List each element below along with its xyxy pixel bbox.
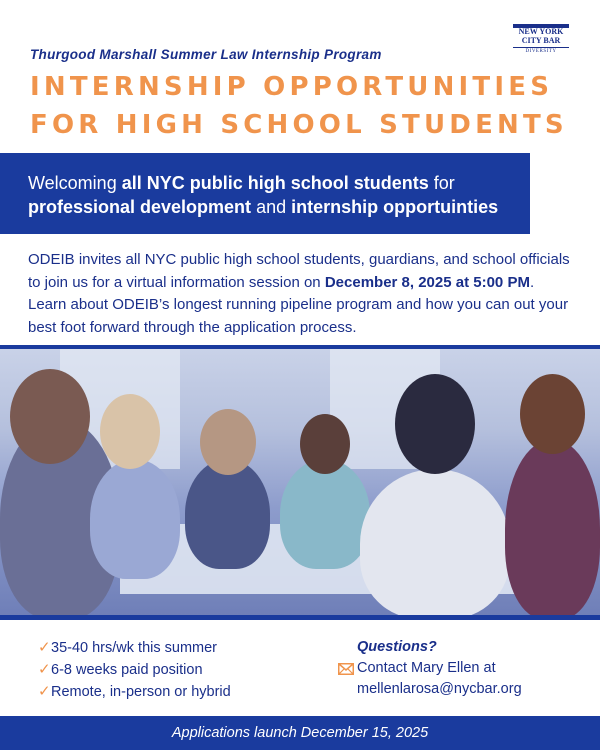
feature-text: 35-40 hrs/wk this summer <box>51 640 217 656</box>
questions-block <box>357 637 522 700</box>
student-figure <box>185 459 270 569</box>
logo-divider <box>513 47 569 48</box>
intro-date: December 8, 2025 at 5:00 PM <box>324 273 530 291</box>
checkmark-icon: ✓ <box>38 639 51 656</box>
headline-line-2: FOR HIGH SCHOOL STUDENTS <box>30 110 568 140</box>
banner-bold-1: all NYC public high school students <box>121 173 429 193</box>
banner-line-1 <box>28 171 530 195</box>
banner-line-2 <box>28 195 530 219</box>
logo-line-1: NEW YORK <box>518 27 564 36</box>
banner-text-3: and <box>251 197 292 217</box>
students-photo <box>0 349 600 615</box>
checkmark-icon: ✓ <box>38 661 51 678</box>
banner-bold-3: internship opportuinties <box>291 197 499 217</box>
envelope-icon <box>338 663 354 675</box>
banner-text-1: Welcoming <box>28 173 122 193</box>
student-head <box>395 374 475 474</box>
student-head <box>10 369 90 464</box>
intro-text-1: ODEIB invites all NYC public high school students, guardians, and school officials to join us for a virtual information session on <box>28 251 570 291</box>
contact-row <box>338 658 522 679</box>
headline <box>30 68 568 144</box>
logo-line-2: CITY BAR <box>521 35 561 45</box>
student-head <box>300 414 350 474</box>
student-figure <box>90 459 180 579</box>
program-name: Thurgood Marshall Summer Law Internship Program <box>30 47 382 62</box>
feature-item <box>38 659 231 681</box>
banner-text-2: for <box>428 173 455 193</box>
contact-email-link[interactable]: mellenlarosa@nycbar.org <box>357 681 522 697</box>
logo-subtitle: DIVERSITY <box>525 49 557 54</box>
banner-bold-2: professional development <box>28 197 252 217</box>
student-figure <box>505 439 600 615</box>
photo-frame <box>0 345 600 620</box>
student-figure <box>360 469 510 615</box>
applications-footer: Applications launch December 15, 2025 <box>0 716 600 750</box>
feature-text: 6-8 weeks paid position <box>51 662 203 678</box>
student-head <box>520 374 585 454</box>
student-head <box>100 394 160 469</box>
student-head <box>200 409 256 475</box>
feature-item <box>38 637 231 659</box>
headline-line-1: INTERNSHIP OPPORTUNITIES <box>30 72 554 102</box>
feature-list <box>38 637 231 703</box>
questions-title: Questions? <box>357 639 437 655</box>
checkmark-icon: ✓ <box>38 683 51 700</box>
feature-item <box>38 681 231 703</box>
contact-text: Contact Mary Ellen at <box>357 660 496 676</box>
student-figure <box>280 459 370 569</box>
welcome-banner <box>0 153 530 234</box>
feature-text: Remote, in-person or hybrid <box>51 684 231 700</box>
intro-paragraph <box>28 249 576 339</box>
intro-text-2: . Learn about ODEIB’s longest running pipeline program and how you can out your best foot forward through the application process. <box>28 273 569 336</box>
